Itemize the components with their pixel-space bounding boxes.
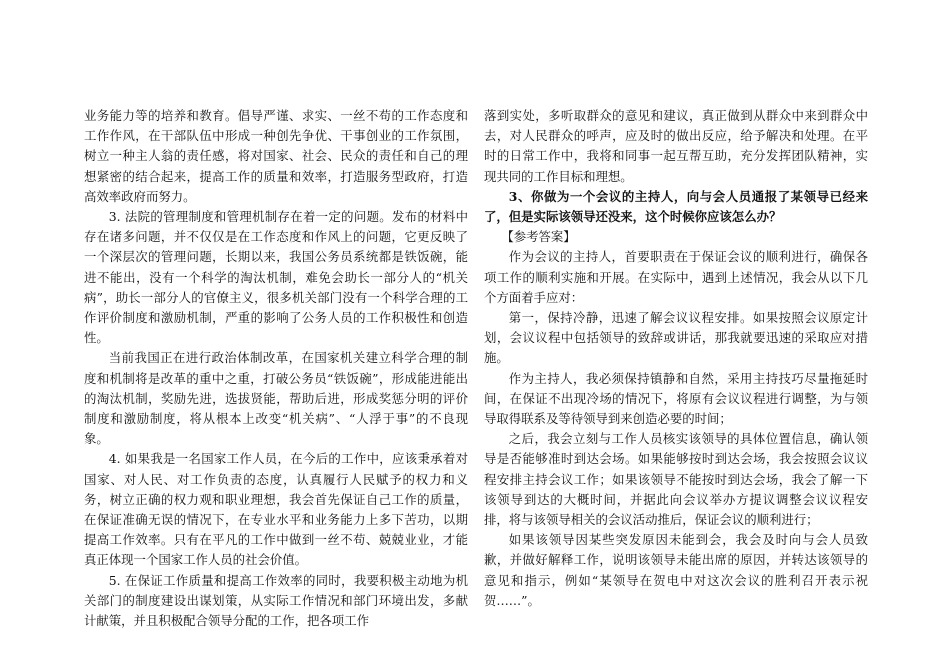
left-paragraph-1: 业务能力等的培养和教育。倡导严谨、求实、一丝不苟的工作态度和工作作风，在干部队伍中形成一种创先争优、干事创业的工作氛围，树立一种主人翁的责任感，将对国家、社会、民众的责任和自己的理想紧密的结合起来，提高工作的质量和效率，打造服务型政府，打造高效率政府而努力。 [84, 108, 468, 204]
right-paragraph-3: 作为主持人，我必须保持镇静和自然，采用主持技巧尽量拖延时间，在保证不出现冷场的情况下，将原有会议议程进行调整，为与领导取得联系及等待领导到来创造必要的时间； [484, 370, 868, 427]
left-paragraph-3: 当前我国正在进行政治体制改革，在国家机关建立科学合理的制度和机制将是改革的重中之重，打破公务员“铁饭碗”，形成能进能出的淘汰机制，奖励先进，选拔贤能，帮助后进，形成奖惩分明的评价制度和激励制度，将从根本上改变“机关病”、“人浮于事”的不良现象。 [84, 350, 468, 447]
right-intro-paragraph: 落到实处，多听取群众的意见和建议，真正做到从群众中来到群众中去，对人民群众的呼声，应及时的做出反应，给予解决和处理。在平时的日常工作中，我将和同事一起互帮互助，充分发挥团队精神，实现共同的工作目标和理想。 [484, 108, 868, 184]
left-column [84, 106, 468, 631]
right-column [484, 106, 868, 611]
left-paragraph-2: 3. 法院的管理制度和管理机制存在着一定的问题。发布的材料中存在诸多问题，并不仅仅是在工作态度和作风上的问题，它更反映了一个深层次的管理问题，长期以来，我国公务员系统都是铁饭碗，能进不能出，没有一个科学的淘汰机制，难免会助长一部分人的“机关病”，助长一部分人的官僚主义，很多机关部门没有一个科学合理的工作评价制度和激励机制，严重的影响了公务人员的工作积极性和创造性。 [84, 209, 468, 346]
right-paragraph-2: 第一，保持冷静，迅速了解会议议程安排。如果按照会议原定计划，会议议程中包括领导的致辞或讲话，那我就要迅速的采取应对措施。 [484, 310, 868, 366]
reference-answer-label: 【参考答案】 [501, 229, 576, 245]
right-paragraph-4: 之后，我会立刻与工作人员核实该领导的具体位置信息，确认领导是否能够准时到达会场。如果能够按时到达会场，我会按照会议议程安排主持会议工作；如果该领导不能按时到达会场，我会了解一下该领导到达的大概时间，并据此向会议举办方提议调整会议议程安排，将与该领导相关的会议活动推后，保证会议的顺利进行； [484, 431, 868, 528]
right-paragraph-1: 作为会议的主持人，首要职责在于保证会议的顺利进行，确保各项工作的顺利实施和开展。在实际中，遇到上述情况，我会从以下几个方面着手应对： [484, 249, 868, 305]
right-paragraph-5: 如果该领导因某些突发原因未能到会，我会及时向与会人员致歉，并做好解释工作，说明该领导未能出席的原因，并转达该领导的意见和指示，例如“某领导在贺电中对这次会议的胜利召开表示祝贺……”。 [484, 532, 868, 608]
left-paragraph-4: 4. 如果我是一名国家工作人员，在今后的工作中，应该秉承着对国家、对人民、对工作负责的态度，认真履行人民赋予的权力和义务，树立正确的权力观和职业理想，我会首先保证自己工作的质量，在保证准确无误的情况下，在专业水平和业务能力上多下苦功，以期提高工作效率。只有在平凡的工作中做到一丝不苟、兢兢业业，才能真正体现一个国家工作人员的社会价值。 [84, 451, 468, 568]
left-paragraph-5: 5. 在保证工作质量和提高工作效率的同时，我要积极主动地为机关部门的制度建设出谋划策，从实际工作情况和部门环境出发，多献计献策，并且积极配合领导分配的工作，把各项工作 [84, 572, 468, 629]
question-heading: 3、你做为一个会议的主持人，向与会人员通报了某领导已经来了，但是实际该领导还没来，这个时候你应该怎么办？ [484, 188, 868, 225]
